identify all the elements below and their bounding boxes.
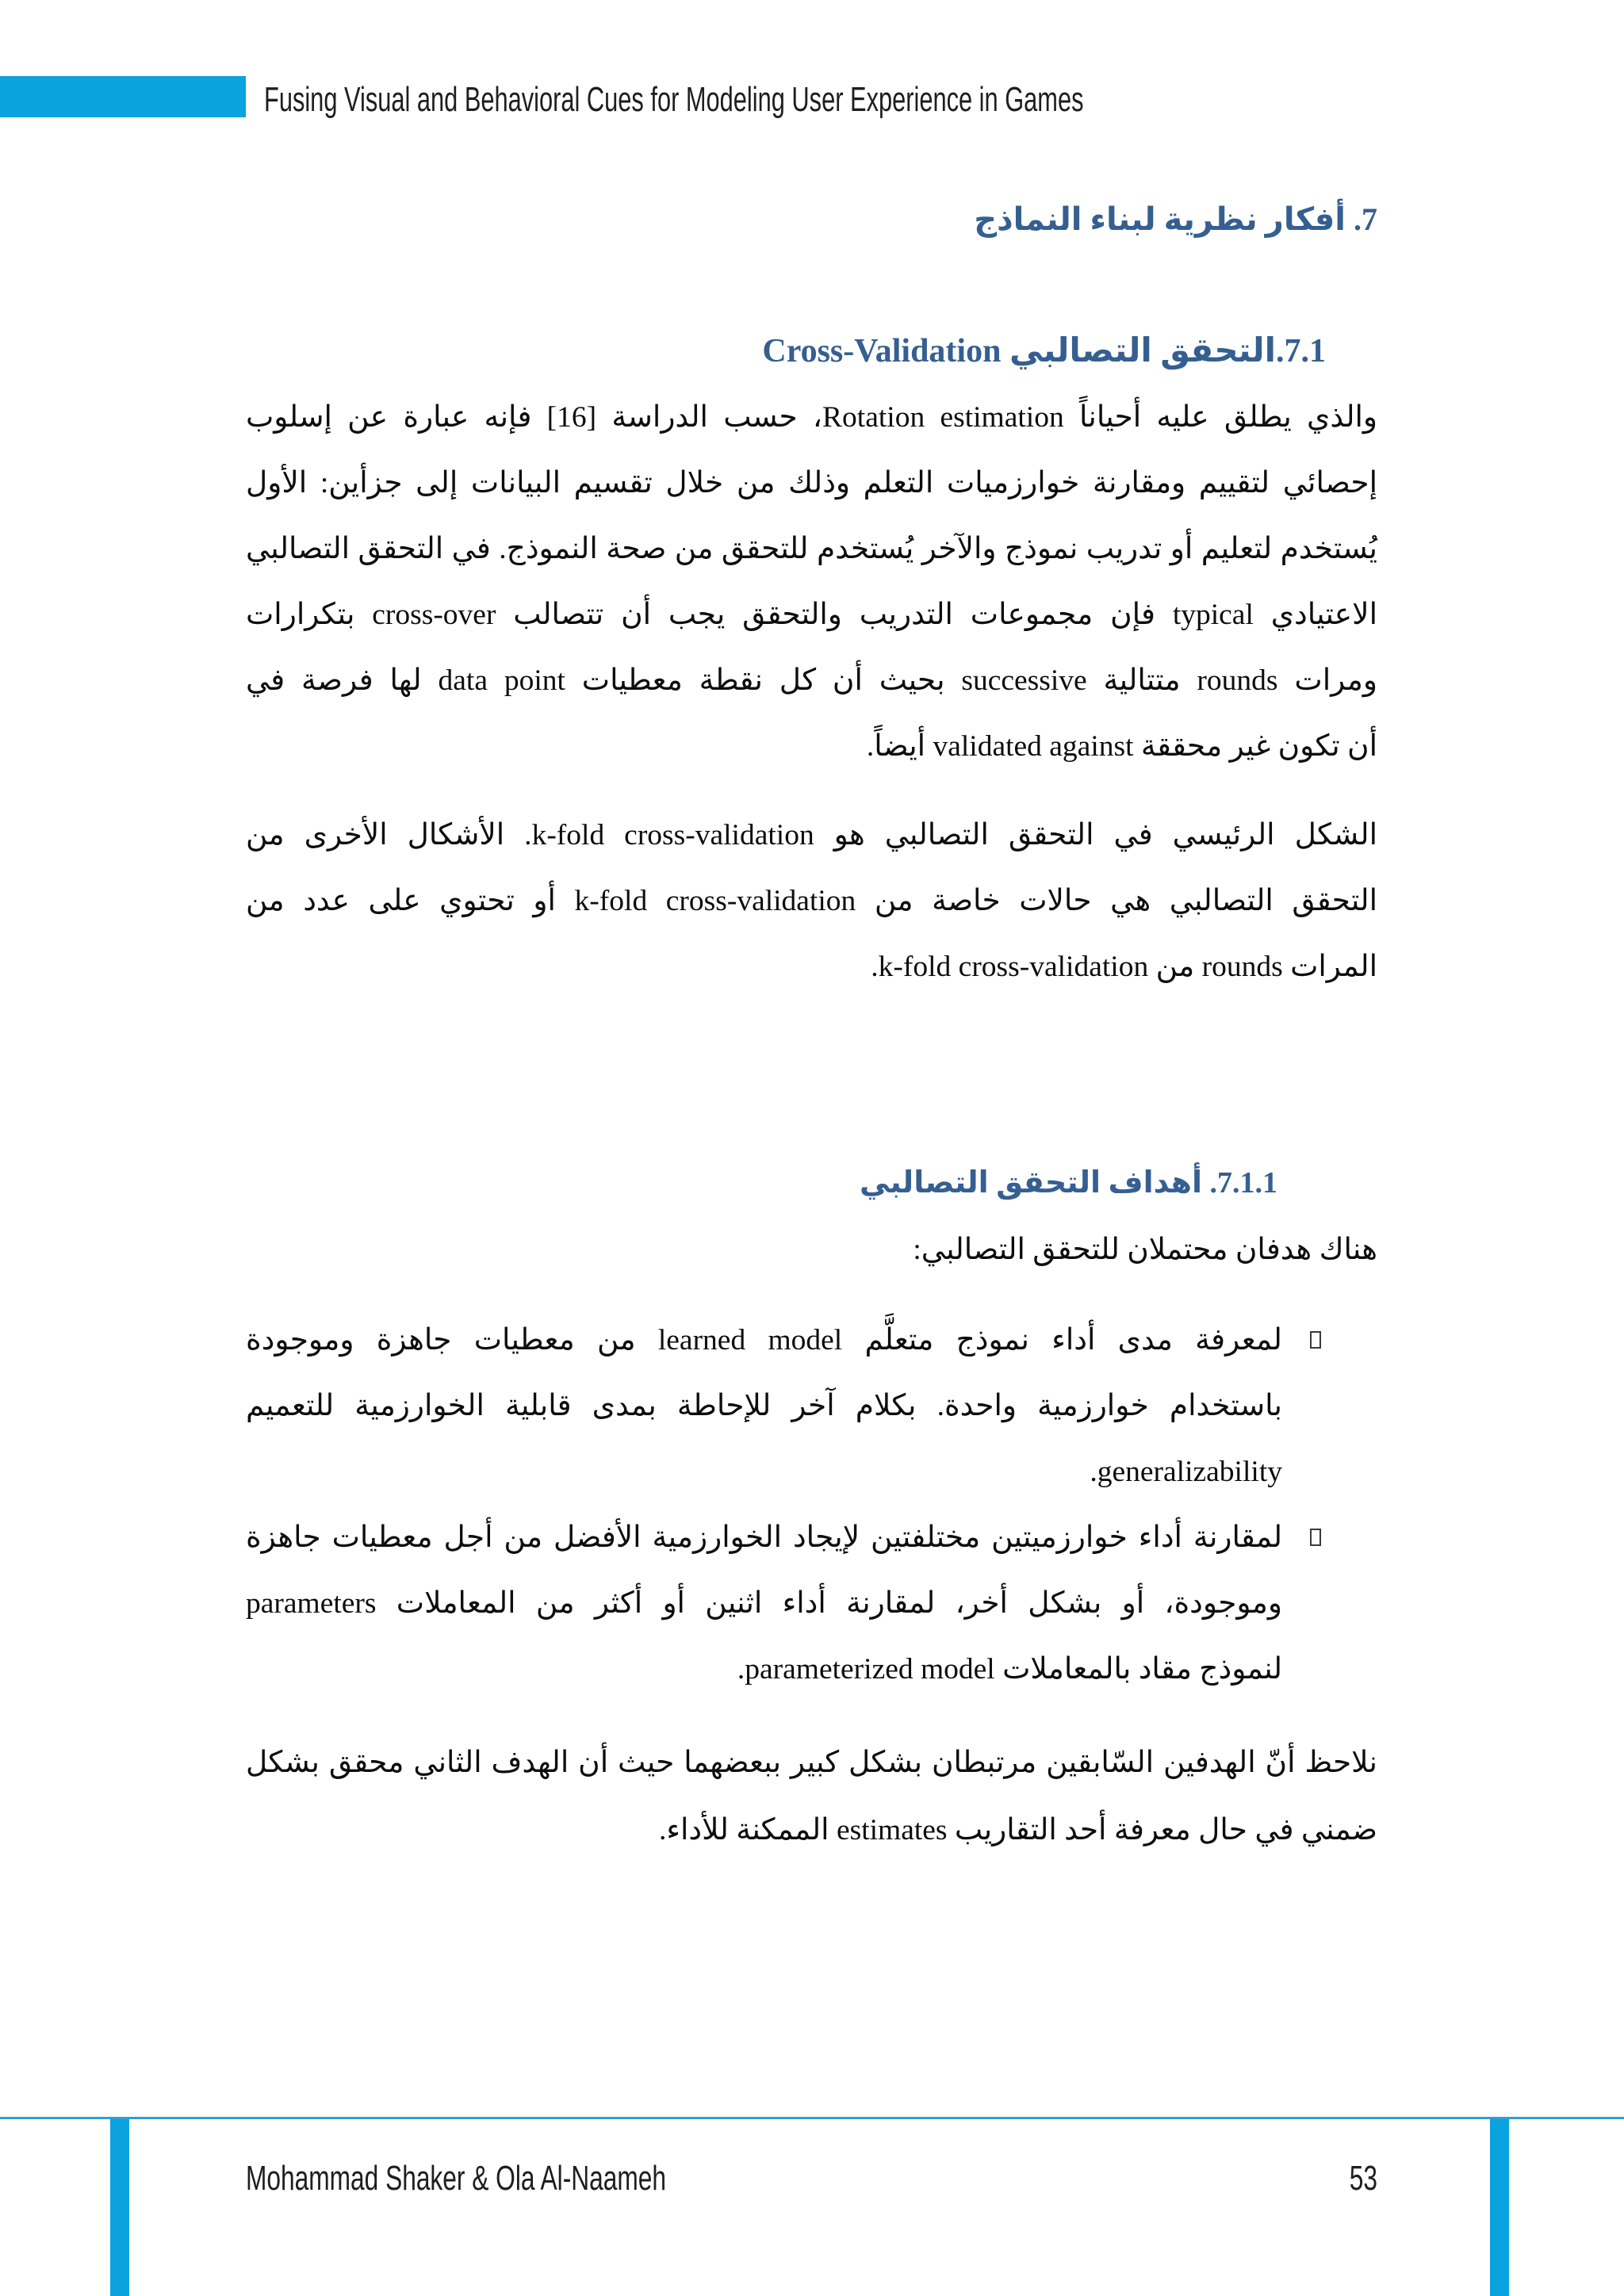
- paragraph-line: ومرات rounds متتالية successive بحيث أن كل نقطة معطيات data point لها فرصة في: [246, 664, 1377, 697]
- subsection-heading: 7.1.التحقق التصالبي Cross-Validation: [762, 333, 1326, 369]
- paragraph-3: [246, 1729, 1377, 1864]
- footer-right-bar: [1490, 2119, 1509, 2296]
- footer-left-bar: [110, 2119, 129, 2296]
- paragraph-1: [246, 385, 1377, 779]
- bullet-line: لمقارنة أداء خوارزميتين مختلفتين لإيجاد الخوارزمية الأفضل من أجل معطيات جاهزة: [246, 1521, 1282, 1554]
- paragraph-line: التحقق التصالبي هي حالات خاصة من k-fold cross-validation أو تحتوي على عدد من: [246, 885, 1377, 917]
- running-header-title: Fusing Visual and Behavioral Cues for Modeling User Experience in Games: [264, 80, 1084, 119]
- bullet-line: لمعرفة مدى أداء نموذج متعلَّم learned model من معطيات جاهزة وموجودة: [246, 1324, 1282, 1357]
- box-bullet-icon: [1310, 1331, 1321, 1349]
- paragraph-line: ضمني في حال معرفة أحد التقاريب estimates الممكنة للأداء.: [658, 1814, 1377, 1846]
- paragraph-line: المرات rounds من k-fold cross-validation.: [871, 951, 1377, 983]
- paragraph-line: الاعتيادي typical فإن مجموعات التدريب والتحقق يجب أن تتصالب cross-over بتكرارات: [246, 599, 1377, 631]
- bullet-item: [246, 1307, 1282, 1505]
- paragraph-line: الشكل الرئيسي في التحقق التصالبي هو k-fold cross-validation. الأشكال الأخرى من: [246, 819, 1377, 851]
- paragraph-line: والذي يطلق عليه أحياناً Rotation estimation، حسب الدراسة [16] فإنه عبارة عن إسلوب: [246, 401, 1378, 434]
- footer-authors: Mohammad Shaker & Ola Al-Naameh: [246, 2159, 666, 2198]
- bullet-item: [246, 1505, 1282, 1702]
- paragraph-line: نلاحظ أنّ الهدفين السّابقين مرتبطان بشكل كبير ببعضهما حيث أن الهدف الثاني محقق بشكل: [246, 1747, 1377, 1779]
- header-accent-bar: [0, 76, 246, 117]
- bullet-line: باستخدام خوارزمية واحدة. بكلام آخر للإحاطة بمدى قابلية الخوارزمية للتعميم: [246, 1390, 1282, 1422]
- paragraph-2: [246, 802, 1377, 1000]
- paragraph-line: إحصائي لتقييم ومقارنة خوارزميات التعلم وذلك من خلال تقسيم البيانات إلى جزأين: الأول: [246, 467, 1377, 499]
- page-number: 53: [1349, 2159, 1377, 2198]
- goals-intro: [246, 1217, 1377, 1283]
- paragraph-line: يُستخدم لتعليم أو تدريب نموذج والآخر يُستخدم للتحقق من صحة النموذج. في التحقق التصالبي: [246, 533, 1377, 565]
- paragraph-line: أن تكون غير محققة validated against أيضاً.: [866, 730, 1377, 763]
- bullet-line: وموجودة، أو بشكل أخر، لمقارنة أداء اثنين أو أكثر من المعاملات parameters: [246, 1587, 1282, 1620]
- bullet-line: لنموذج مقاد بالمعاملات parameterized model.: [737, 1653, 1282, 1686]
- footer-rule: [0, 2117, 1624, 2119]
- paragraph-line: هناك هدفان محتملان للتحقق التصالبي:: [913, 1234, 1377, 1266]
- box-bullet-icon: [1310, 1529, 1321, 1546]
- subsubsection-heading: 7.1.1. أهداف التحقق التصالبي: [859, 1166, 1277, 1200]
- section-heading: 7. أفكار نظرية لبناء النماذج: [974, 201, 1377, 237]
- bullet-line: generalizability.: [1090, 1456, 1282, 1488]
